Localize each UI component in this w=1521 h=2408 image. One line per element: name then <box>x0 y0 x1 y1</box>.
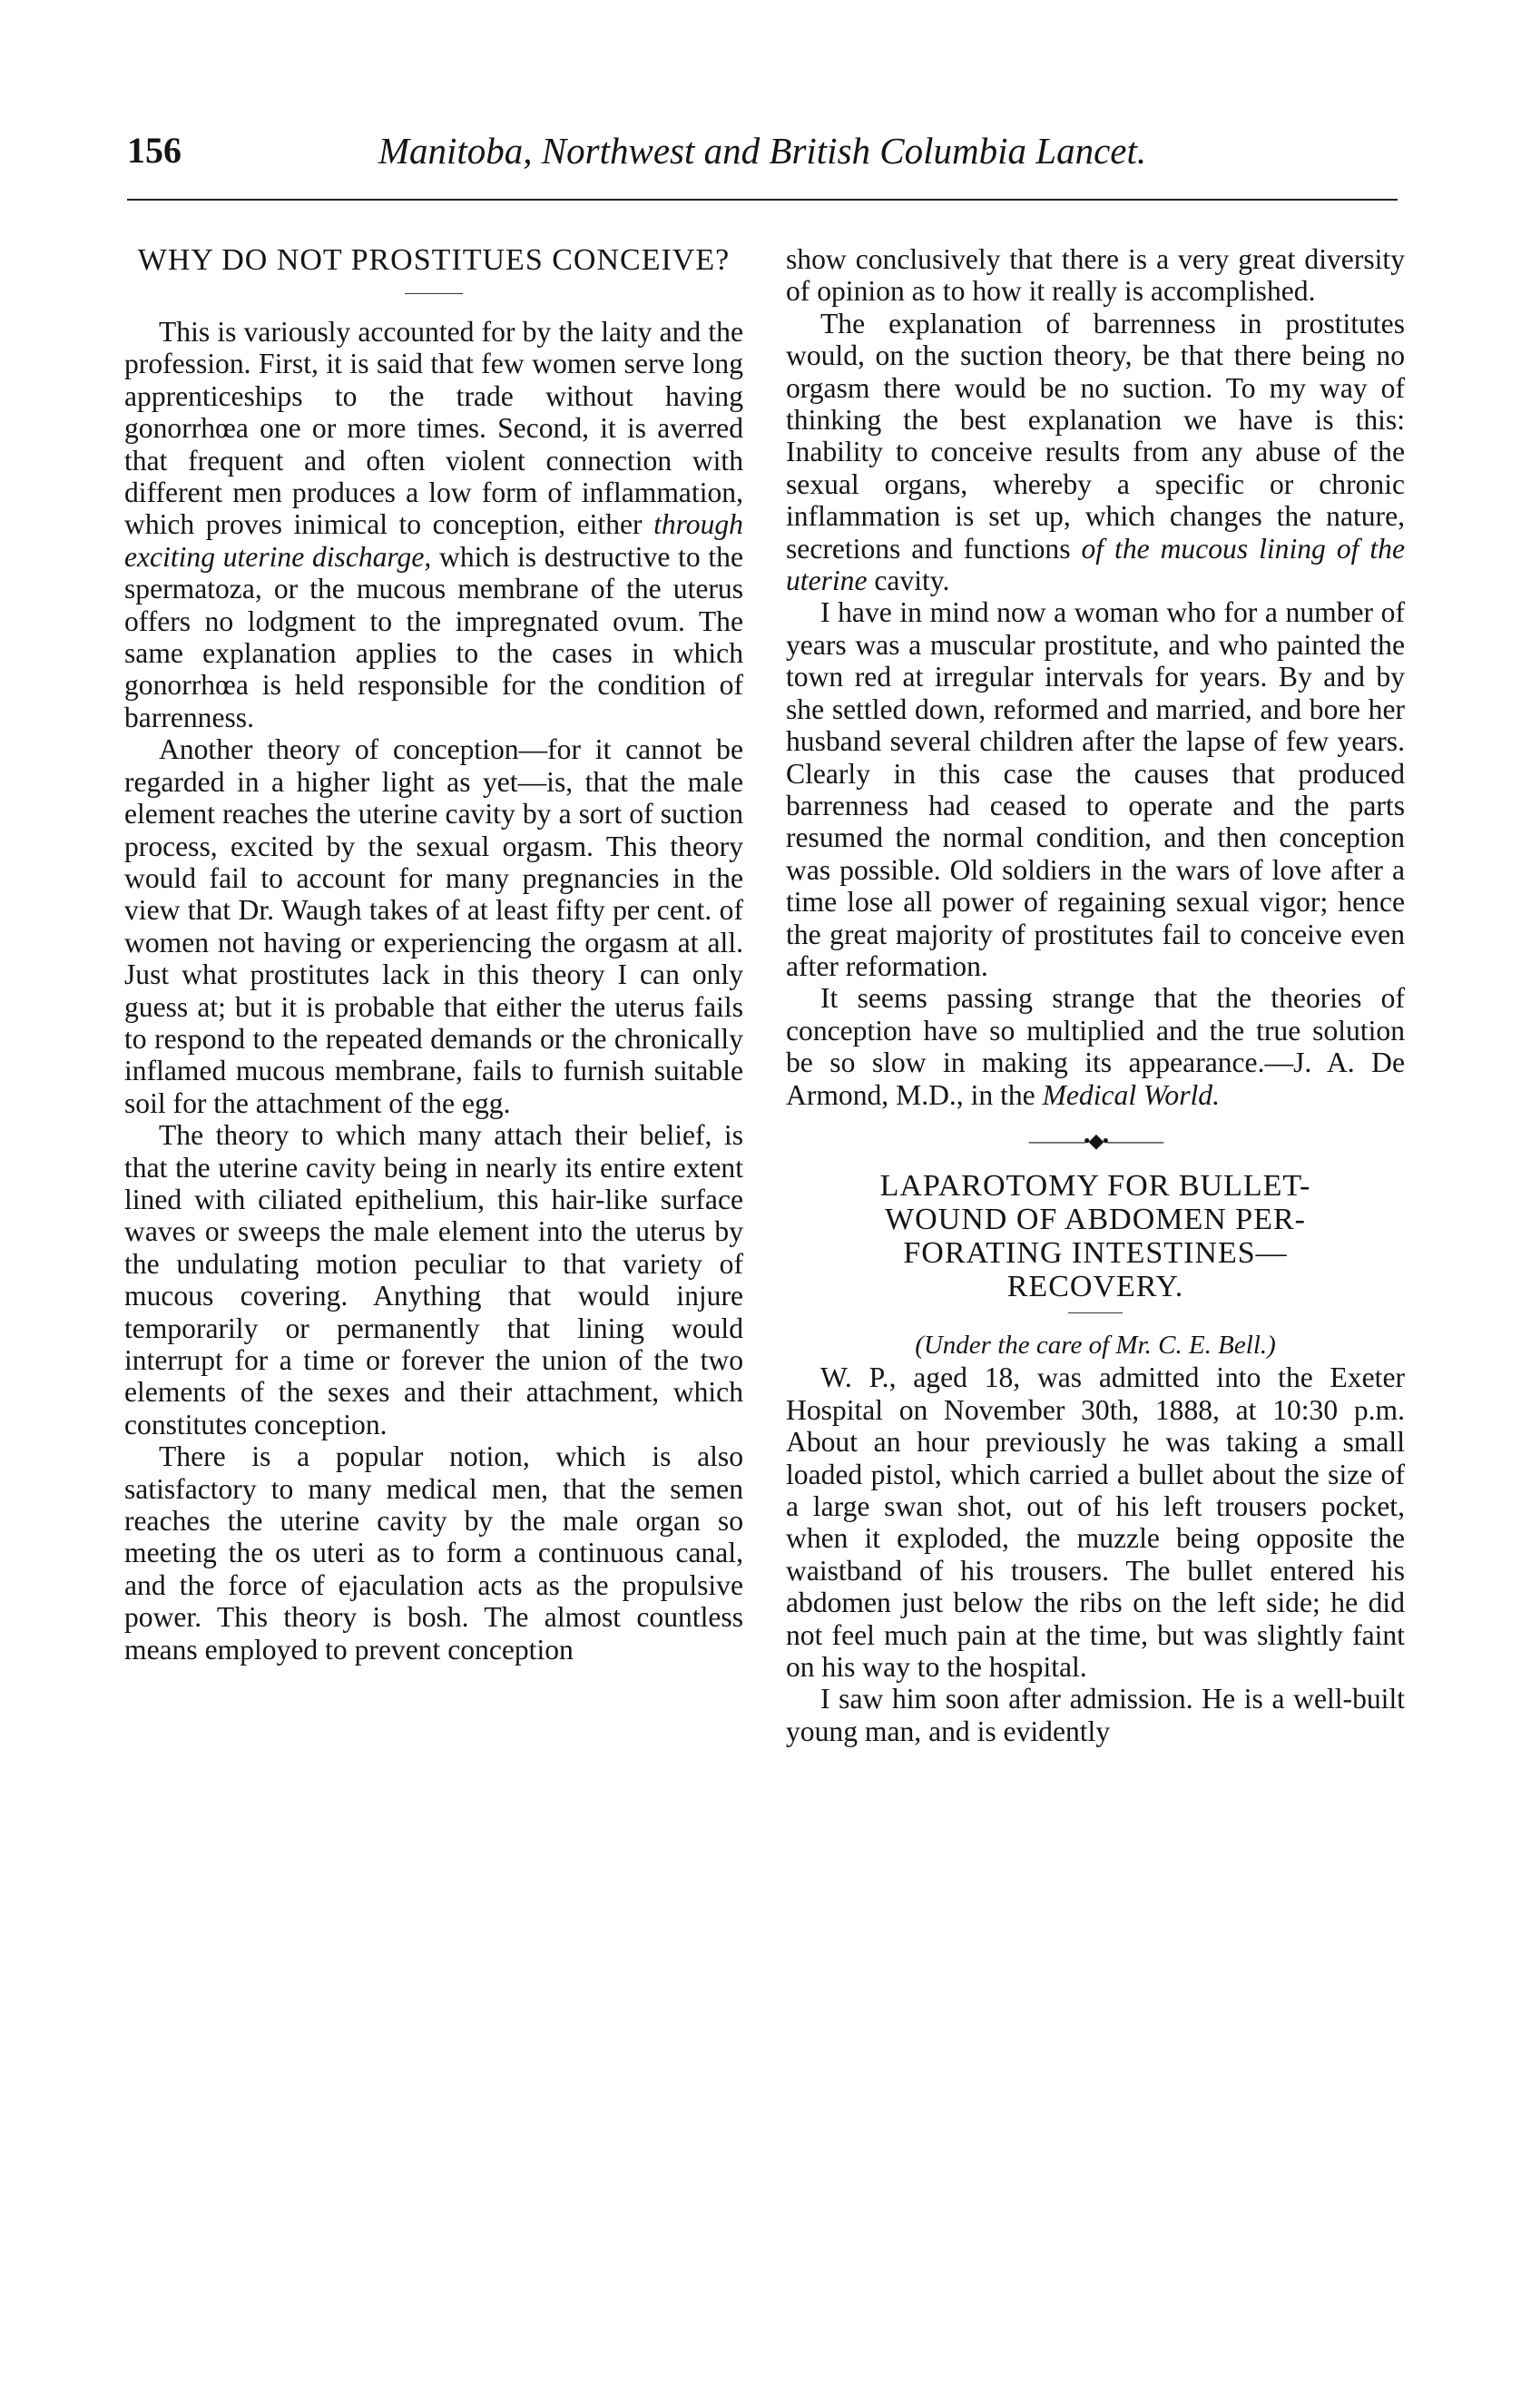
title-divider <box>405 293 463 294</box>
article1-paragraph-5: show conclusively that there is a very great diversity of opinion as to how it really is accomplished. <box>786 243 1405 308</box>
article1-paragraph-6 <box>786 308 1405 597</box>
p1-text-pre-italic: either <box>576 508 654 541</box>
title-line-1: LAPAROTOMY FOR BULLET- <box>879 1168 1311 1203</box>
source-citation: Medical World. <box>1042 1078 1220 1111</box>
p6-italic-text: of the mucous lining of the uterine <box>786 532 1405 597</box>
p1-italic-text: through exciting uterine discharge <box>124 508 743 573</box>
article1-paragraph-7: I have in mind now a woman who for a number of years was a muscular prostitute, and who painted the town red at irregular intervals for years. By and by she settled down, reformed and married, and bore her husband several children after the lapse of few years. Clearly in this case the causes that produced barrenness had ceased to operate and the parts resumed the normal condition, and then conception was possible. Old soldiers in the wars of love after a time lose all power of regaining sexual vigor; hence the great majority of prostitutes fail to conceive even after reformation. <box>786 596 1405 982</box>
p6-text: The explanation of barrenness in prostitutes would, on the suction theory, be that there being no orgasm there would be no suction. To my way of thinking the best explanation we have is this: Inability to conceive results from any abuse of the sexual organs, whereby a specific or chronic inflammation is set up, which changes the nature, secretions and functions <box>786 307 1405 565</box>
article-title-why-do-not-prostitutes-conceive: WHY DO NOT PROSTITUES CONCEIVE? <box>137 243 731 277</box>
page-header <box>127 129 1398 183</box>
article1-paragraph-3: The theory to which many attach their belief, is that the uterine cavity being in nearly its entire extent lined with ciliated epithelium, this hair-like surface waves or sweeps the male element into the uterus by the undulating motion peculiar to that variety of mucous covering. Anything that would injure temporarily or permanently that lining would interrupt for a time or forever the union of the two elements of the sexes and their attachment, which constitutes conception. <box>124 1119 743 1440</box>
right-column <box>786 243 1405 1747</box>
article1-paragraph-8 <box>786 982 1405 1111</box>
page-number: 156 <box>127 130 182 171</box>
article1-paragraph-4: There is a popular notion, which is also satisfactory to many medical men, that the semen reaches the uterine cavity by the male organ so meeting the os uteri as to form a continuous canal, and the force of ejaculation acts as the propulsive power. This theory is bosh. The almost countless means employed to prevent conception <box>124 1440 743 1666</box>
running-title: Manitoba, Northwest and British Columbia Lancet. <box>378 130 1147 172</box>
left-column <box>124 243 743 1666</box>
header-rule <box>127 199 1398 201</box>
title-line-4: RECOVERY. <box>1006 1269 1184 1303</box>
title-line-3: FORATING INTESTINES— <box>903 1235 1288 1270</box>
p8-text: It seems passing strange that the theories of conception have so multiplied and the true solution be so slow in making its appearance.—J. A. De Armond, M.D., in the <box>786 982 1405 1111</box>
article1-paragraph-2: Another theory of conception—for it cannot be regarded in a higher light as yet—is, that the male element reaches the uterine cavity by a sort of suction process, excited by the sexual orgasm. This theory would fail to account for many pregnancies in the view that Dr. Waugh takes of at least fifty per cent. of women not having or experiencing the orgasm at all. Just what prostitutes lack in this theory I can only guess at; but it is probable that either the uterus fails to respond to the repeated demands or the chronically inflamed mucous membrane, fails to furnish suitable soil for the attachment of the egg. <box>124 733 743 1119</box>
p1-text-end: , which is destructive to the spermatoza, or the mucous membrane of the uterus offers no lodgment to the impregnated ovum. The same explanation applies to the cases in which gonorrhœa is held responsible for the condition of barrenness. <box>124 540 743 733</box>
p6-text-end: cavity. <box>867 565 950 597</box>
article1-paragraph-1 <box>124 316 743 733</box>
p1-text: This is variously accounted for by the laity and the profession. First, it is said that few women serve long apprenticeships to the trade without having gonorrhœa one or more times. Second, it is averred that frequent and often violent connection with different men produces a low form of inflammation, which proves inimical to conception, <box>124 316 743 541</box>
article-title-laparotomy <box>786 1169 1405 1303</box>
article2-subtitle: (Under the care of Mr. C. E. Bell.) <box>915 1330 1276 1360</box>
title-divider-2 <box>1068 1312 1123 1313</box>
section-ornament: ———•◆•——— <box>1028 1128 1163 1152</box>
article2-paragraph-2: I saw him soon after admission. He is a well-built young man, and is evidently <box>786 1683 1405 1747</box>
title-line-2: WOUND OF ABDOMEN PER- <box>885 1202 1306 1236</box>
article2-paragraph-1: W. P., aged 18, was admitted into the Exeter Hospital on November 30th, 1888, at 10:30 p.m. About an hour previously he was taking a small loaded pistol, which carried a bullet about the size of a large swan shot, out of his left trousers pocket, when it exploded, the muzzle being opposite the waistband of his trousers. The bullet entered his abdomen just below the ribs on the left side; he did not feel much pain at the time, but was slightly faint on his way to the hospital. <box>786 1361 1405 1684</box>
